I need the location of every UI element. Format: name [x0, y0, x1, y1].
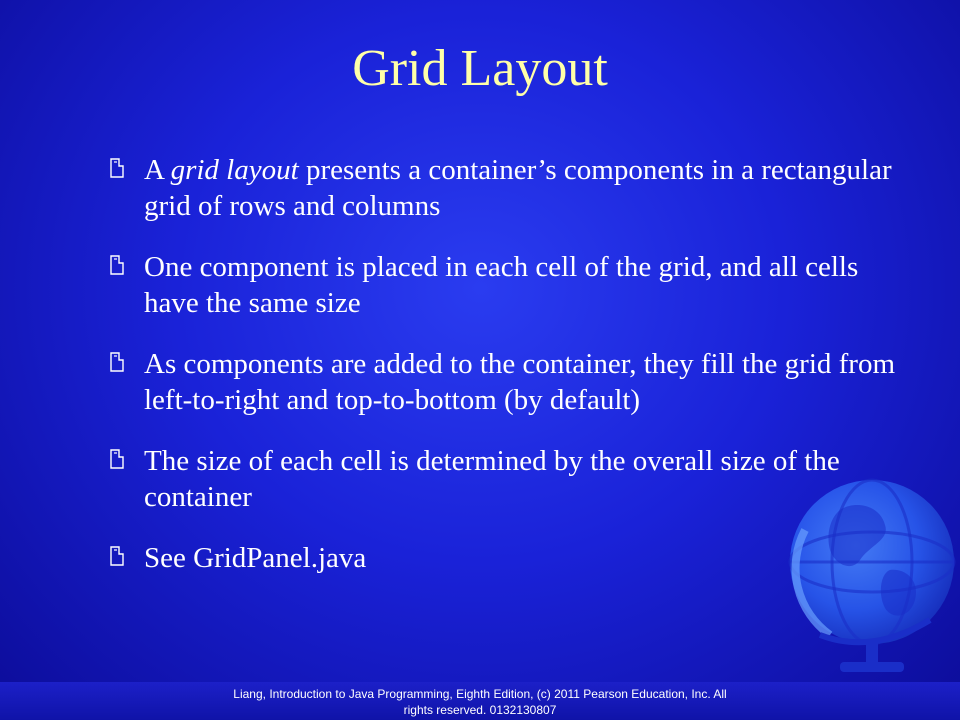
bullet-text: One component is placed in each cell of the grid, and all cells have the same size: [144, 251, 859, 319]
footer-line-1: Liang, Introduction to Java Programming, Eighth Edition, (c) 2011 Pearson Education, Inc. All: [233, 687, 727, 701]
bullet-item: [108, 152, 908, 224]
bullet-item: [108, 249, 908, 321]
bullet-text-before: A: [144, 154, 171, 186]
bullet-text-after: presents a container’s components in a rectangular grid of rows and columns: [144, 154, 892, 222]
bullet-text: The size of each cell is determined by the overall size of the container: [144, 445, 840, 513]
bullet-list: [108, 152, 908, 601]
bullet-item: [108, 540, 908, 576]
bullet-item: [108, 346, 908, 418]
pointing-hand-icon: [108, 351, 126, 377]
footer-copyright: [0, 682, 960, 720]
bullet-item: [108, 443, 908, 515]
footer-line-2: rights reserved. 0132130807: [403, 703, 557, 717]
pointing-hand-icon: [108, 254, 126, 280]
bullet-text-emphasis: grid layout: [170, 154, 299, 186]
pointing-hand-icon: [108, 545, 126, 571]
bullet-text: As components are added to the container, they fill the grid from left-to-right and top-to-bottom (by default): [144, 348, 895, 416]
slide-title: Grid Layout: [352, 40, 608, 97]
pointing-hand-icon: [108, 157, 126, 183]
bullet-text: See GridPanel.java: [144, 542, 367, 574]
pointing-hand-icon: [108, 448, 126, 474]
